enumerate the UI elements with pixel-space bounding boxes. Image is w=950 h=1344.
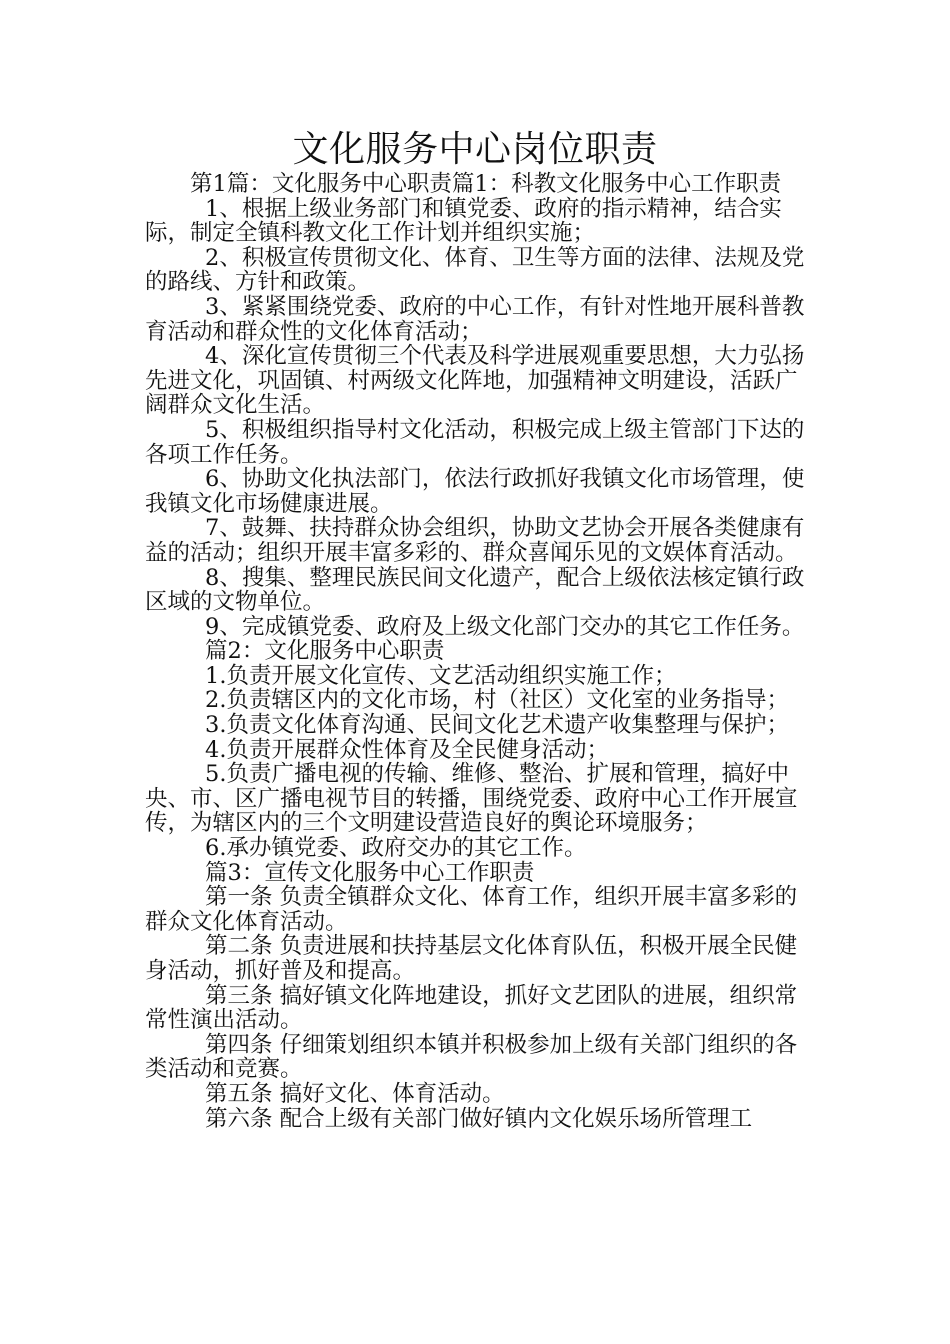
document-body xyxy=(145,172,815,1131)
section-3-article-3: 第三条 搞好镇文化阵地建设，抓好文艺团队的进展，组织常常性演出活动。 xyxy=(145,982,798,1034)
section-3-article-6: 第六条 配合上级有关部门做好镇内文化娱乐场所管理工 xyxy=(205,1105,753,1132)
section-1-item-6: 6、协助文化执法部门，依法行政抓好我镇文化市场管理，使我镇文化市场健康进展。 xyxy=(145,466,805,517)
section-1-item-3: 3、紧紧围绕党委、政府的中心工作，有针对性地开展科普教育活动和群众性的文化体育活动； xyxy=(145,293,805,345)
section-3-heading: 篇3：宣传文化服务中心工作职责 xyxy=(205,859,535,886)
section-1-item-9: 9、完成镇党委、政府及上级文化部门交办的其它工作任务。 xyxy=(205,613,805,640)
section-1-item-7: 7、鼓舞、扶持群众协会组织，协助文艺协会开展各类健康有益的活动；组织开展丰富多彩的、群众喜闻乐见的文娱体育活动。 xyxy=(145,515,805,566)
section-2-item-5: 5.负责广播电视的传输、维修、整治、扩展和管理，搞好中央、市、区广播电视节目的转播，围绕党委、政府中心工作开展宣传，为辖区内的三个文明建设营造良好的舆论环境服务； xyxy=(145,761,798,837)
section-1-heading: 第1篇：文化服务中心职责篇1：科教文化服务中心工作职责 xyxy=(190,171,782,197)
section-1-item-2: 2、积极宣传贯彻文化、体育、卫生等方面的法律、法规及党的路线、方针和政策。 xyxy=(145,244,805,296)
section-1-item-4: 4、深化宣传贯彻三个代表及科学进展观重要思想，大力弘扬先进文化，巩固镇、村两级文化阵地，加强精神文明建设，活跃广阔群众文化生活。 xyxy=(145,343,805,419)
section-3-article-4: 第四条 仔细策划组织本镇并积极参加上级有关部门组织的各类活动和竞赛。 xyxy=(145,1031,798,1083)
section-1-item-5: 5、积极组织指导村文化活动，积极完成上级主管部门下达的各项工作任务。 xyxy=(145,416,805,468)
section-2-item-3: 3.负责文化体育沟通、民间文化艺术遗产收集整理与保护； xyxy=(205,712,789,739)
section-3-article-5: 第五条 搞好文化、体育活动。 xyxy=(205,1080,505,1107)
section-1-item-8: 8、搜集、整理民族民间文化遗产，配合上级依法核定镇行政区域的文物单位。 xyxy=(145,564,805,616)
section-3-article-1: 第一条 负责全镇群众文化、体育工作，组织开展丰富多彩的群众文化体育活动。 xyxy=(145,884,798,935)
section-2-item-6: 6.承办镇党委、政府交办的其它工作。 xyxy=(205,835,587,862)
section-2-item-4: 4.负责开展群众性体育及全民健身活动； xyxy=(205,736,609,763)
section-2-item-2: 2.负责辖区内的文化市场，村（社区）文化室的业务指导； xyxy=(205,687,789,714)
section-2-item-1: 1.负责开展文化宣传、文艺活动组织实施工作； xyxy=(205,662,677,689)
section-1-item-1: 1、根据上级业务部门和镇党委、政府的指示精神，结合实际，制定全镇科教文化工作计划并组织实施； xyxy=(145,195,782,247)
section-3-article-2: 第二条 负责进展和扶持基层文化体育队伍，积极开展全民健身活动，抓好普及和提高。 xyxy=(145,933,798,984)
document-title: 文化服务中心岗位职责 xyxy=(292,129,658,170)
section-2-heading: 篇2：文化服务中心职责 xyxy=(205,638,445,665)
